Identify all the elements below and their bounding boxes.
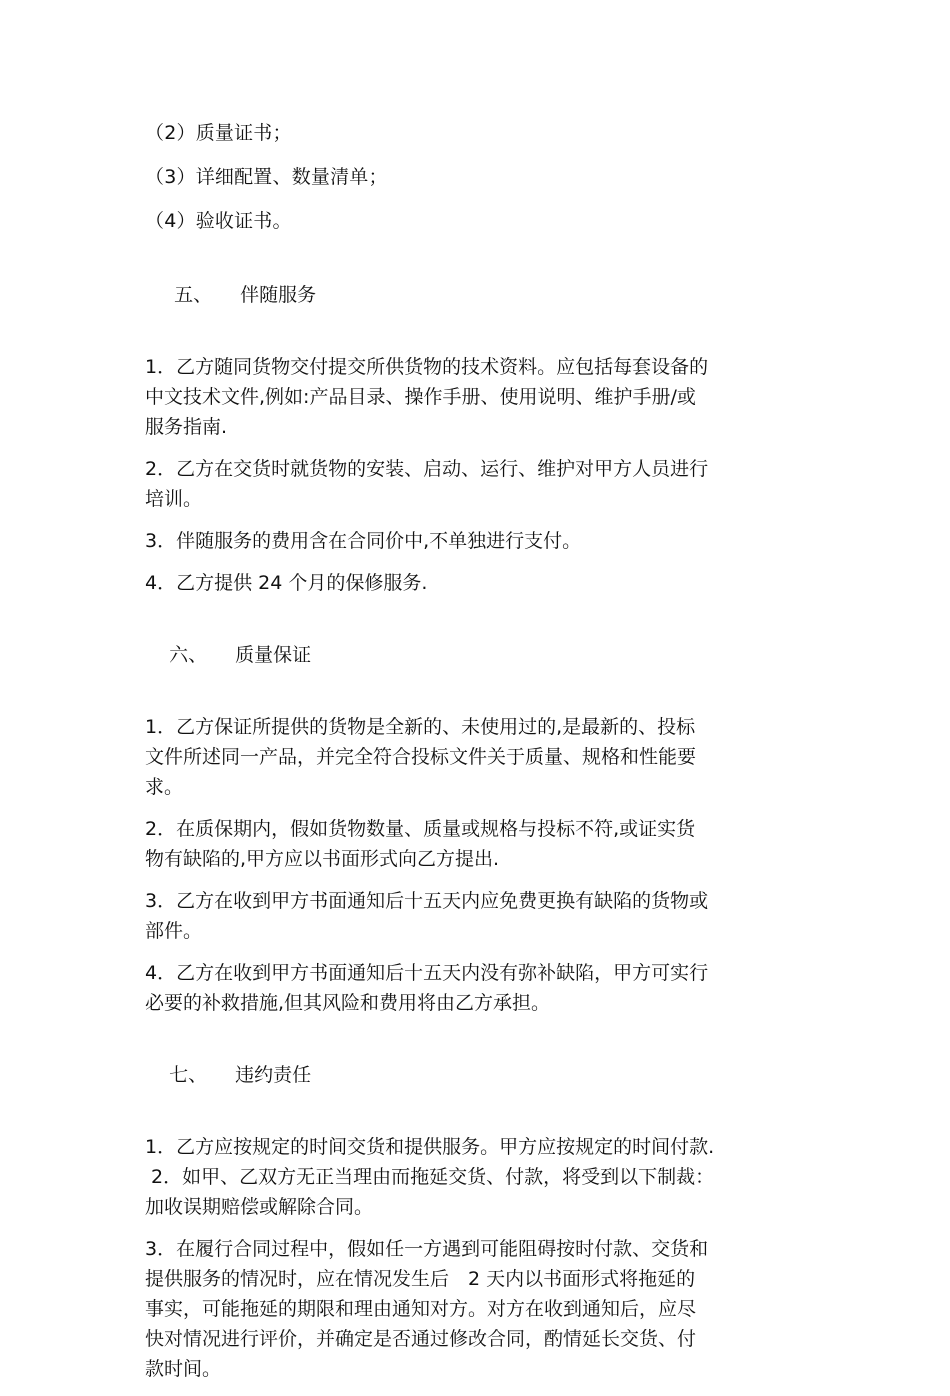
paragraph <box>145 886 810 946</box>
text-line: 1．乙方随同货物交付提交所供货物的技术资料。应包括每套设备的 <box>145 356 709 378</box>
text-line: 培训。 <box>145 488 203 510</box>
text-line: 事实，可能拖延的期限和理由通知对方。对方在收到通知后，应尽 <box>145 1298 697 1320</box>
list-item-quality-certificate: （2）质量证书； <box>145 122 292 144</box>
text-line: 必要的补救措施,但其风险和费用将由乙方承担。 <box>145 992 551 1014</box>
paragraph <box>145 454 810 514</box>
text-line: 4．乙方提供 24 个月的保修服务. <box>145 572 428 594</box>
paragraph <box>145 712 810 802</box>
paragraph <box>145 352 810 442</box>
text-line: 4．乙方在收到甲方书面通知后十五天内没有弥补缺陷，甲方可实行 <box>145 962 709 984</box>
text-line: 中文技术文件,例如:产品目录、操作手册、使用说明、维护手册/或 <box>145 386 696 408</box>
text-line: 快对情况进行评价，并确定是否通过修改合同，酌情延长交货、付 <box>145 1328 697 1350</box>
text-line: 2．在质保期内，假如货物数量、质量或规格与投标不符,或证实货 <box>145 818 696 840</box>
text-line: 加收误期赔偿或解除合同。 <box>145 1196 374 1218</box>
paragraph <box>145 1132 810 1222</box>
section-title: 违约责任 <box>235 1064 312 1086</box>
paragraph <box>145 526 810 556</box>
section-number: 六、 <box>169 644 208 666</box>
text-line: 求。 <box>145 776 184 798</box>
text-line: 3．在履行合同过程中，假如任一方遇到可能阻碍按时付款、交货和 <box>145 1238 709 1260</box>
text-line: 2．如甲、乙双方无正当理由而拖延交货、付款，将受到以下制裁： <box>145 1166 715 1188</box>
text-line: 2．乙方在交货时就货物的安装、启动、运行、维护对甲方人员进行 <box>145 458 709 480</box>
paragraph <box>145 958 810 1018</box>
text-line: 部件。 <box>145 920 203 942</box>
section-heading-5 <box>145 250 810 340</box>
list-item-config-list: （3）详细配置、数量清单； <box>145 166 388 188</box>
section-number: 七、 <box>169 1064 208 1086</box>
paragraph <box>145 814 810 874</box>
document-page <box>145 118 810 1396</box>
paragraph <box>145 1234 810 1384</box>
list-item-acceptance-certificate: （4）验收证书。 <box>145 210 292 232</box>
section-number: 五、 <box>174 284 213 306</box>
section-title: 质量保证 <box>235 644 312 666</box>
text-line: 1．乙方保证所提供的货物是全新的、未使用过的,是最新的、投标 <box>145 716 696 738</box>
text-line: 物有缺陷的,甲方应以书面形式向乙方提出. <box>145 848 500 870</box>
text-line: 3．伴随服务的费用含在合同价中,不单独进行支付。 <box>145 530 582 552</box>
text-line: 1．乙方应按规定的时间交货和提供服务。甲方应按规定的时间付款. <box>145 1136 715 1158</box>
paragraph <box>145 568 810 598</box>
text-line: 3．乙方在收到甲方书面通知后十五天内应免费更换有缺陷的货物或 <box>145 890 709 912</box>
text-line: 服务指南. <box>145 416 228 438</box>
section-heading-6 <box>145 610 810 700</box>
section-heading-7 <box>145 1030 810 1120</box>
text-line: 提供服务的情况时，应在情况发生后 2 天内以书面形式将拖延的 <box>145 1268 696 1290</box>
text-line: 文件所述同一产品，并完全符合投标文件关于质量、规格和性能要 <box>145 746 697 768</box>
text-line: 款时间。 <box>145 1358 222 1380</box>
section-title: 伴随服务 <box>240 284 317 306</box>
